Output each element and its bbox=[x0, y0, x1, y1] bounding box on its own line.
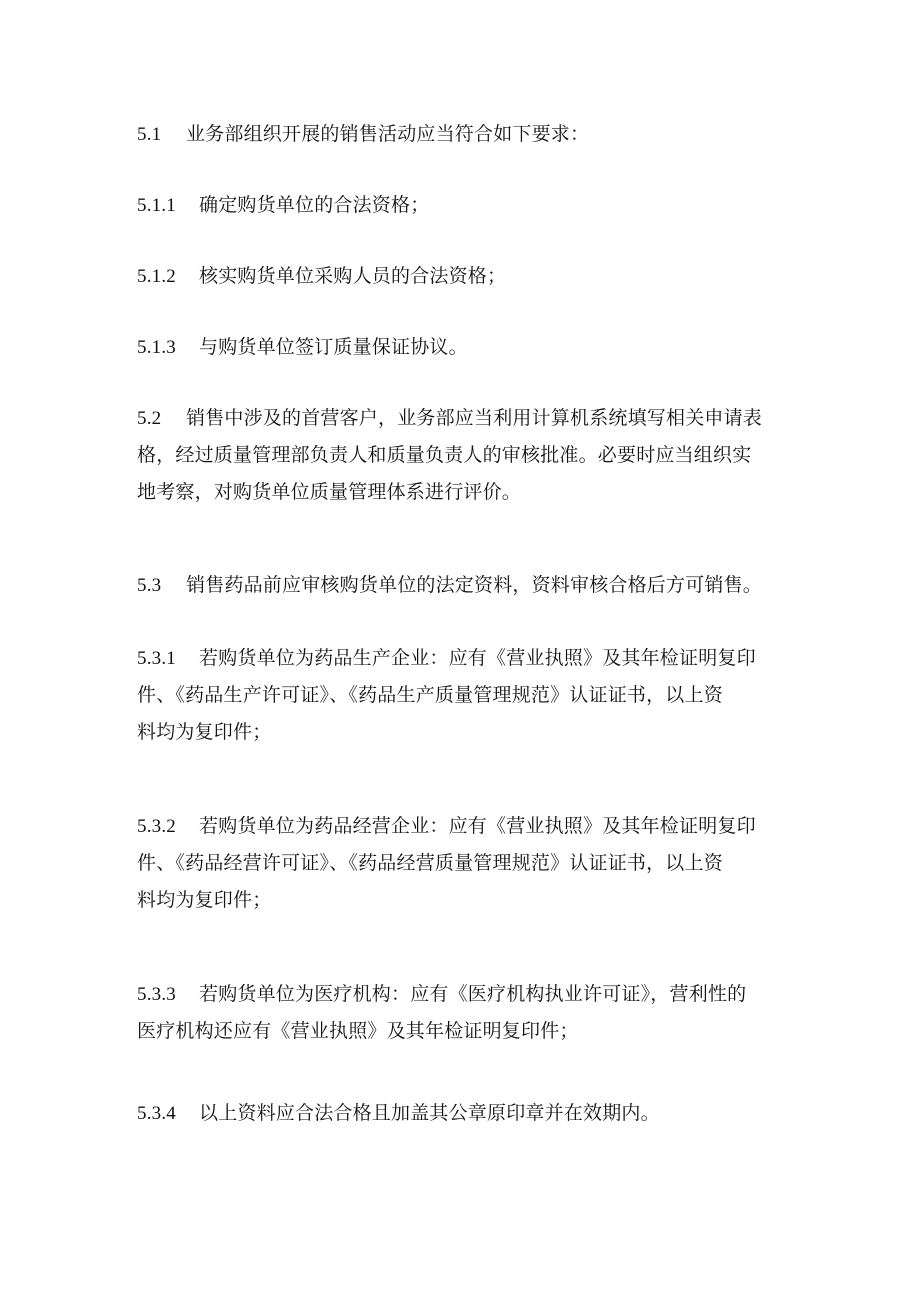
section-number: 5.3.2 bbox=[137, 816, 176, 837]
section-text: 确定购货单位的合法资格； bbox=[199, 194, 430, 216]
section-text: 若购货单位为药品经营企业：应有《营业执照》及其年检证明复印 bbox=[199, 815, 756, 837]
section-text: 若购货单位为医疗机构：应有《医疗机构执业许可证》，营利性的 bbox=[199, 983, 747, 1005]
section-text: 业务部组织开展的销售活动应当符合如下要求： bbox=[186, 123, 590, 145]
section-5-1-1 bbox=[137, 187, 797, 224]
section-text: 销售中涉及的首营客户，业务部应当利用计算机系统填写相关申请表 bbox=[186, 407, 763, 429]
section-5-3-1 bbox=[137, 640, 797, 751]
section-5-1-3 bbox=[137, 329, 797, 366]
section-5-3-2 bbox=[137, 808, 797, 919]
section-text-continued: 格，经过质量管理部负责人和质量负责人的审核批准。必要时应当组织实 bbox=[137, 444, 752, 466]
section-number: 5.1 bbox=[137, 124, 162, 145]
section-5-1 bbox=[137, 116, 797, 153]
section-number: 5.3.3 bbox=[137, 984, 176, 1005]
section-5-1-2 bbox=[137, 258, 797, 295]
section-text-continued: 件、《药品经营许可证》、《药品经营质量管理规范》认证证书，以上资 bbox=[137, 852, 723, 874]
section-number: 5.3.1 bbox=[137, 648, 176, 669]
section-text: 核实购货单位采购人员的合法资格； bbox=[199, 265, 507, 287]
section-text-continued: 料均为复印件； bbox=[137, 889, 272, 911]
section-text: 若购货单位为药品生产企业：应有《营业执照》及其年检证明复印 bbox=[199, 647, 756, 669]
section-text: 销售药品前应审核购货单位的法定资料，资料审核合格后方可销售。 bbox=[186, 574, 763, 596]
section-5-2 bbox=[137, 400, 797, 511]
section-5-3 bbox=[137, 567, 797, 604]
section-5-3-3 bbox=[137, 976, 797, 1050]
section-number: 5.1.3 bbox=[137, 337, 176, 358]
section-text-continued: 医疗机构还应有《营业执照》及其年检证明复印件； bbox=[137, 1020, 579, 1042]
section-text-continued: 地考察，对购货单位质量管理体系进行评价。 bbox=[137, 481, 522, 503]
section-text-continued: 料均为复印件； bbox=[137, 721, 272, 743]
section-number: 5.3 bbox=[137, 575, 162, 596]
section-number: 5.1.1 bbox=[137, 195, 176, 216]
section-text: 以上资料应合法合格且加盖其公章原印章并在效期内。 bbox=[199, 1102, 660, 1124]
section-number: 5.2 bbox=[137, 408, 162, 429]
section-text-continued: 件、《药品生产许可证》、《药品生产质量管理规范》认证证书，以上资 bbox=[137, 684, 723, 706]
section-5-3-4 bbox=[137, 1095, 797, 1132]
section-number: 5.1.2 bbox=[137, 266, 176, 287]
section-text: 与购货单位签订质量保证协议。 bbox=[199, 336, 468, 358]
section-number: 5.3.4 bbox=[137, 1103, 176, 1124]
